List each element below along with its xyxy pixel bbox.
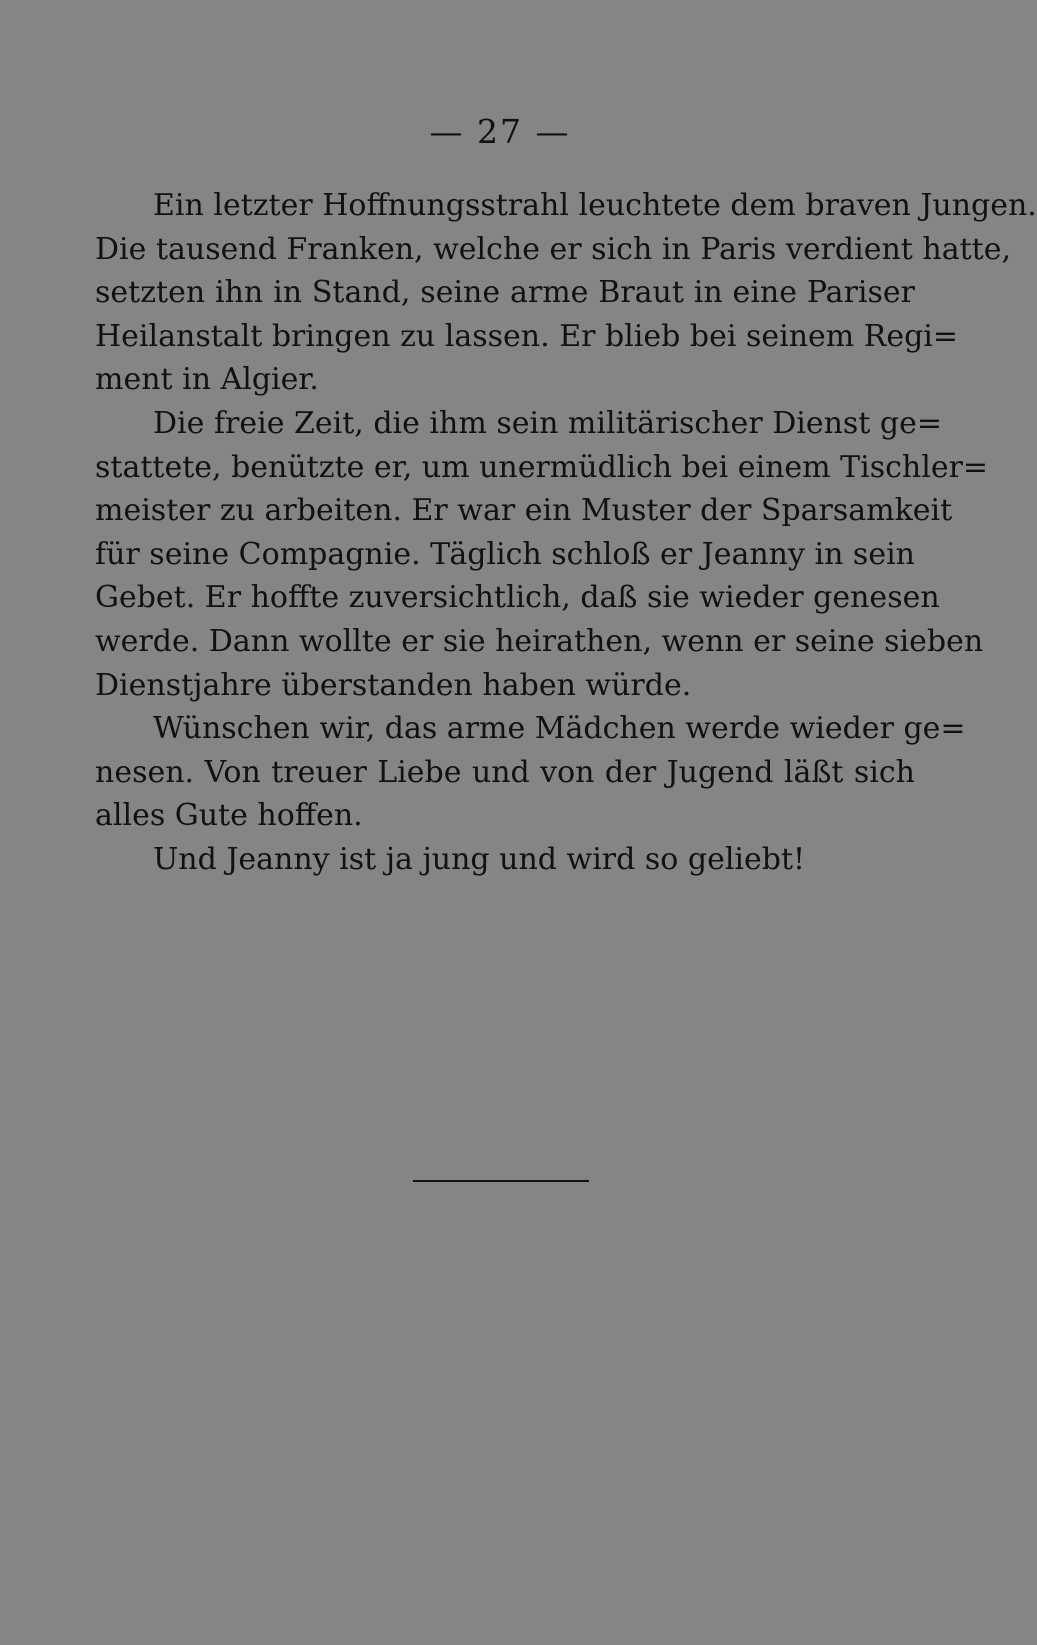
text-line: setzten ihn in Stand, seine arme Braut in eine Pariser	[95, 275, 915, 311]
text-line: meister zu arbeiten. Er war ein Muster der Sparsamkeit	[95, 493, 953, 529]
text-line: alles Gute hoffen.	[95, 798, 363, 834]
text-line: Dienstjahre überstanden haben würde.	[95, 667, 692, 703]
text-line: für seine Compagnie. Täglich schloß er Jeanny in sein	[95, 536, 915, 572]
paragraph-1	[95, 184, 1037, 402]
paragraph-3	[95, 707, 966, 838]
end-rule	[413, 1180, 589, 1182]
text-line: Die tausend Franken, welche er sich in Paris verdient hatte,	[95, 231, 1011, 267]
text-line: werde. Dann wollte er sie heirathen, wenn er seine sieben	[95, 623, 984, 659]
body-text	[95, 184, 1037, 882]
page-number: — 27 —	[429, 112, 571, 151]
paragraph-2	[95, 402, 989, 707]
text-line: Und Jeanny ist ja jung und wird so geliebt!	[153, 841, 806, 877]
text-line: Wünschen wir, das arme Mädchen werde wieder ge=	[153, 711, 966, 747]
text-line: stattete, benützte er, um unermüdlich bei einem Tischler=	[95, 449, 989, 485]
paragraph-4	[95, 838, 915, 882]
text-line: Die freie Zeit, die ihm sein militärischer Dienst ge=	[153, 405, 942, 441]
text-line: Gebet. Er hoffte zuversichtlich, daß sie wieder genesen	[95, 580, 940, 616]
text-line: Heilanstalt bringen zu lassen. Er blieb bei seinem Regi=	[95, 318, 959, 354]
text-line: ment in Algier.	[95, 362, 319, 398]
text-line: nesen. Von treuer Liebe und von der Jugend läßt sich	[95, 754, 915, 790]
text-line: Ein letzter Hoffnungsstrahl leuchtete dem braven Jungen.	[153, 188, 1037, 223]
